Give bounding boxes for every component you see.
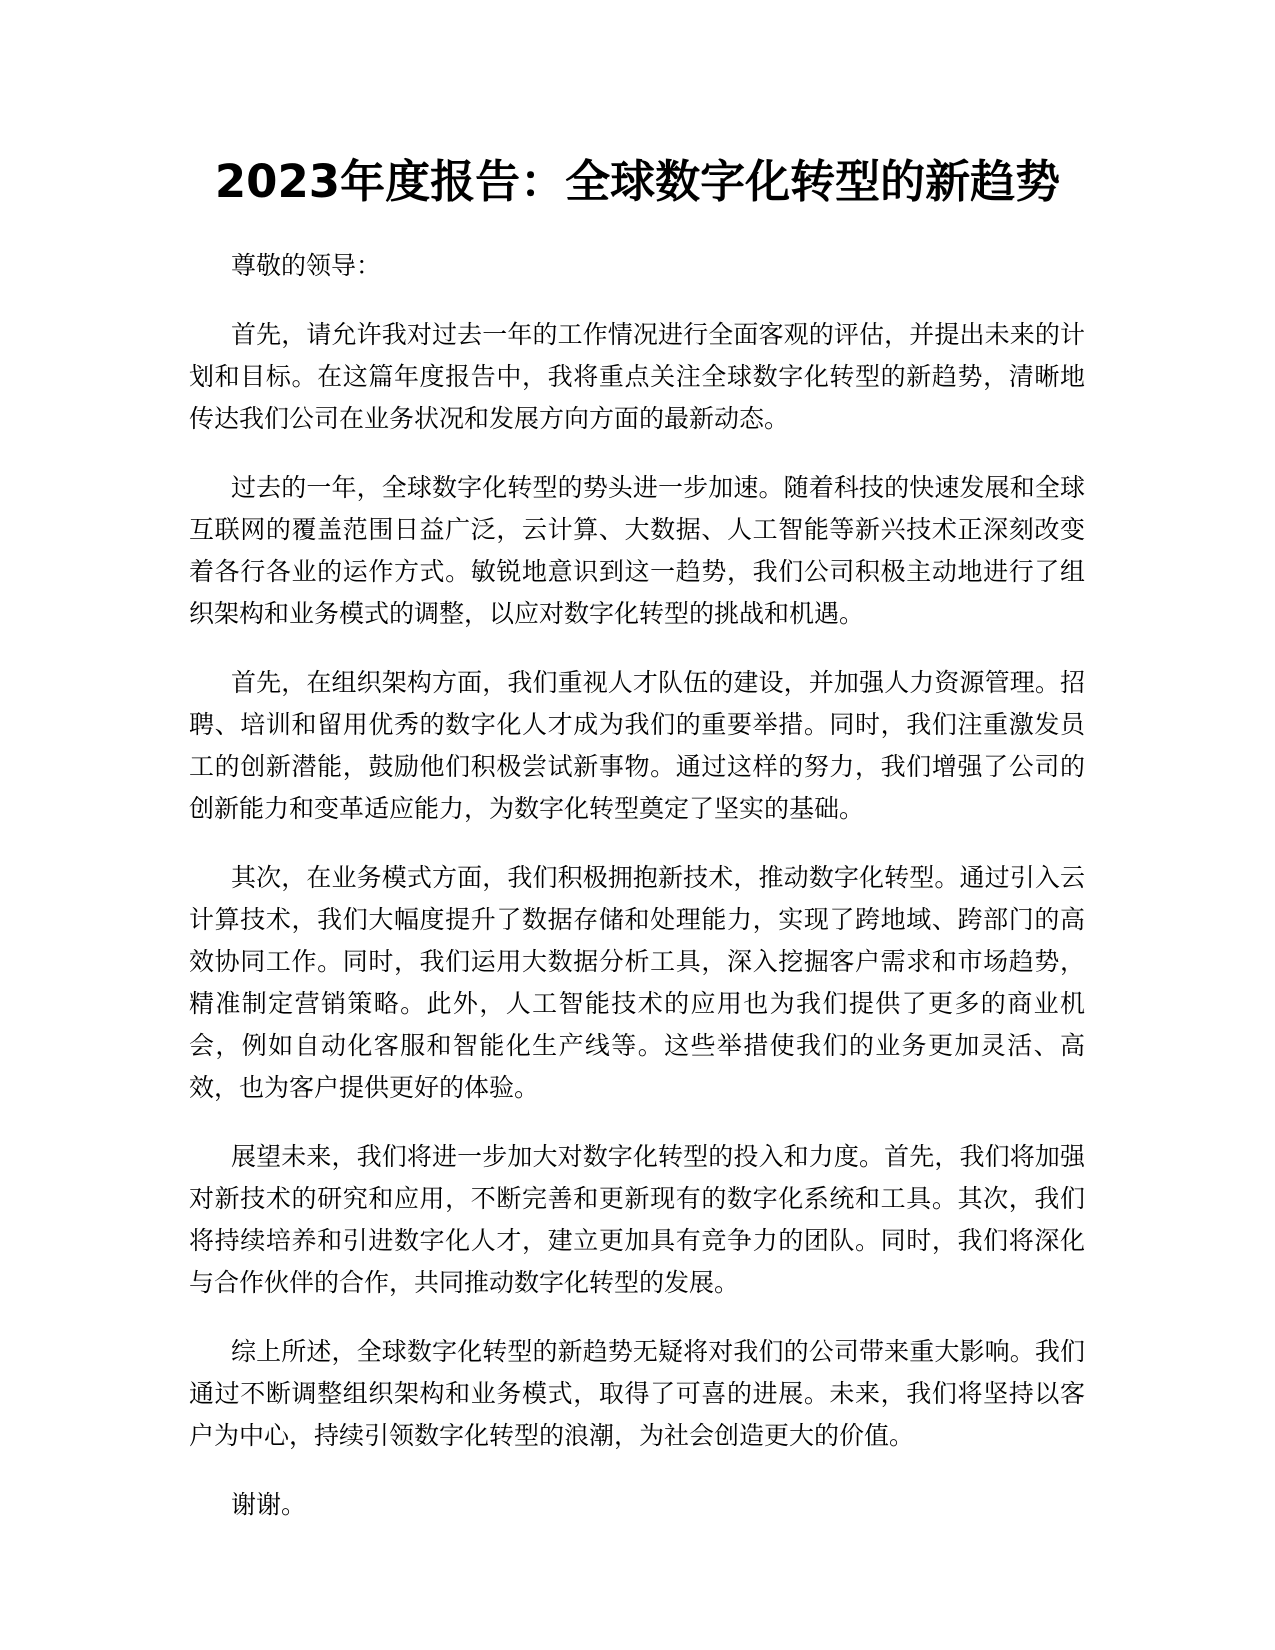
body-paragraph: 展望未来，我们将进一步加大对数字化转型的投入和力度。首先，我们将加强对新技术的研究和应用，不断完善和更新现有的数字化系统和工具。其次，我们将持续培养和引进数字化人才，建立更加具有竞争力的团队。同时，我们将深化与合作伙伴的合作，共同推动数字化转型的发展。 (189, 1142, 1085, 1297)
body-paragraph: 首先，在组织架构方面，我们重视人才队伍的建设，并加强人力资源管理。招聘、培训和留用优秀的数字化人才成为我们的重要举措。同时，我们注重激发员工的创新潜能，鼓励他们积极尝试新事物。通过这样的努力，我们增强了公司的创新能力和变革适应能力，为数字化转型奠定了坚实的基础。 (189, 668, 1085, 823)
document-body (189, 245, 1085, 1553)
closing: 谢谢。 (231, 1490, 307, 1519)
body-paragraph: 综上所述，全球数字化转型的新趋势无疑将对我们的公司带来重大影响。我们通过不断调整组织架构和业务模式，取得了可喜的进展。未来，我们将坚持以客户为中心，持续引领数字化转型的浪潮，为社会创造更大的价值。 (189, 1337, 1085, 1450)
body-paragraph: 首先，请允许我对过去一年的工作情况进行全面客观的评估，并提出未来的计划和目标。在这篇年度报告中，我将重点关注全球数字化转型的新趋势，清晰地传达我们公司在业务状况和发展方向方面的最新动态。 (189, 320, 1085, 433)
body-paragraph: 其次，在业务模式方面，我们积极拥抱新技术，推动数字化转型。通过引入云计算技术，我们大幅度提升了数据存储和处理能力，实现了跨地域、跨部门的高效协同工作。同时，我们运用大数据分析工具，深入挖掘客户需求和市场趋势，精准制定营销策略。此外，人工智能技术的应用也为我们提供了更多的商业机会，例如自动化客服和智能化生产线等。这些举措使我们的业务更加灵活、高效，也为客户提供更好的体验。 (189, 863, 1085, 1102)
salutation: 尊敬的领导： (231, 251, 382, 280)
body-paragraph: 过去的一年，全球数字化转型的势头进一步加速。随着科技的快速发展和全球互联网的覆盖范围日益广泛，云计算、大数据、人工智能等新兴技术正深刻改变着各行各业的运作方式。敏锐地意识到这一趋势，我们公司积极主动地进行了组织架构和业务模式的调整，以应对数字化转型的挑战和机遇。 (189, 473, 1085, 628)
document-title: 2023年度报告：全球数字化转型的新趋势 (214, 155, 1061, 208)
